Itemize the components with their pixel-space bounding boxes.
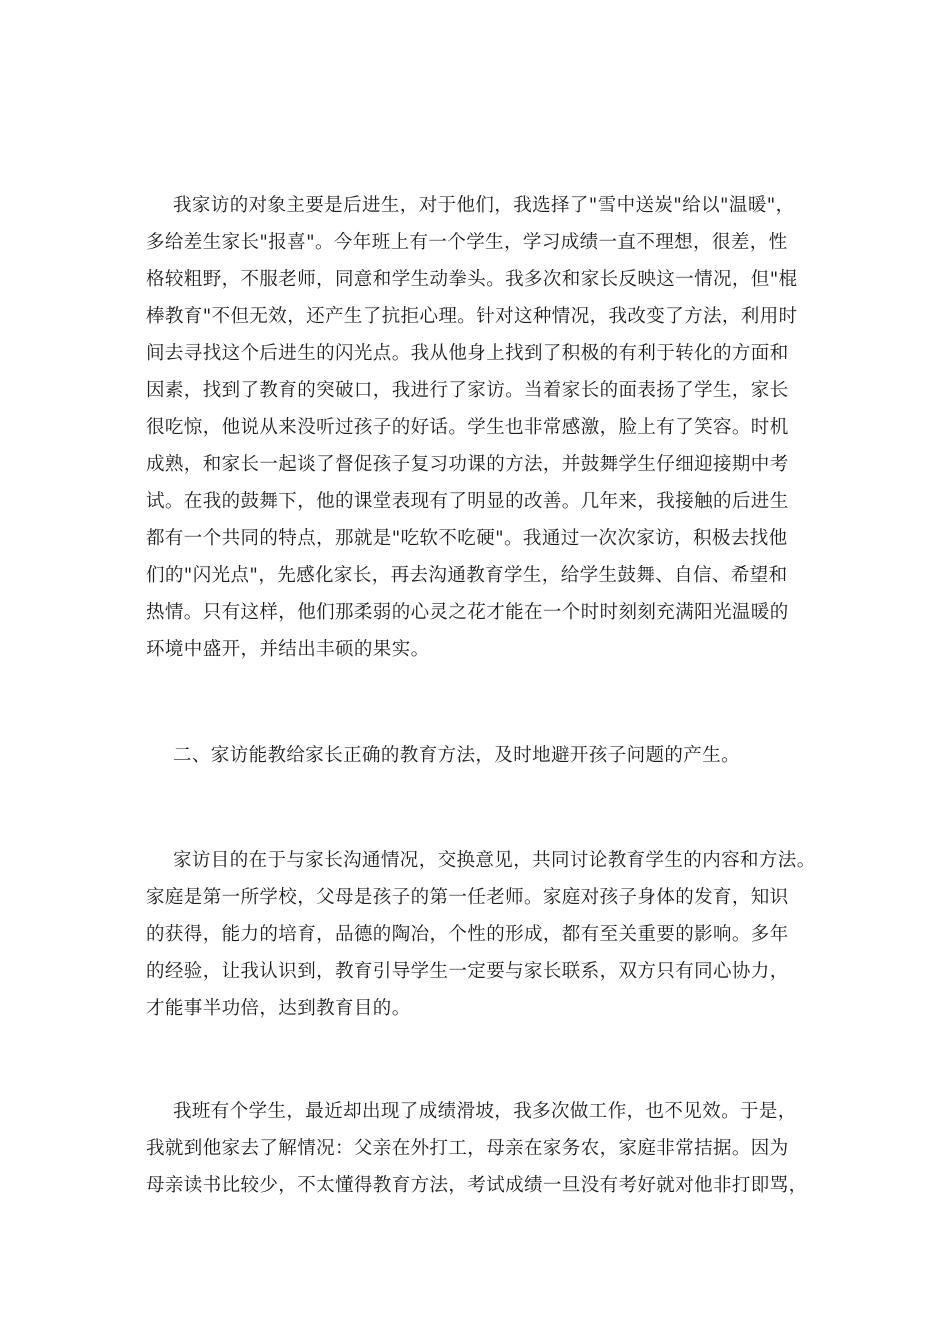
text-line: 我家访的对象主要是后进生，对于他们，我选择了"雪中送炭"给以"温暖"，	[173, 195, 795, 216]
text-line: 棒教育"不但无效，还产生了抗拒心理。针对这种情况，我改变了方法，利用时	[146, 306, 798, 327]
text-line: 的经验，让我认识到，教育引导学生一定要与家长联系，双方只有同心协力，	[146, 961, 789, 982]
text-line: 才能事半功倍，达到教育目的。	[146, 998, 411, 1019]
text-line: 们的"闪光点"，先感化家长，再去沟通教育学生，给学生鼓舞、自信、希望和	[146, 565, 788, 586]
paragraph-home-visit-purpose	[146, 842, 826, 1027]
text-line: 热情。只有这样，他们那柔弱的心灵之花才能在一个时时刻刻充满阳光温暖的	[146, 602, 789, 623]
text-line: 家庭是第一所学校，父母是孩子的第一任老师。家庭对孩子身体的发育，知识	[146, 887, 789, 908]
text-line: 间去寻找这个后进生的闪光点。我从他身上找到了积极的有利于转化的方面和	[146, 343, 789, 364]
text-line: 多给差生家长"报喜"。今年班上有一个学生，学习成绩一直不理想，很差，性	[146, 232, 788, 253]
text-line: 家访目的在于与家长沟通情况，交换意见，共同讨论教育学生的内容和方法。	[173, 850, 816, 871]
section-heading-text: 二、家访能教给家长正确的教育方法，及时地避开孩子问题的产生。	[173, 745, 741, 766]
text-line: 都有一个共同的特点，那就是"吃软不吃硬"。我通过一次次家访，积极去找他	[146, 528, 788, 549]
text-line: 很吃惊，他说从来没听过孩子的好话。学生也非常感激，脸上有了笑容。时机	[146, 417, 789, 438]
text-line: 因素，找到了教育的突破口，我进行了家访。当着家长的面表扬了学生，家长	[146, 380, 789, 401]
text-line: 格较粗野，不服老师，同意和学生动拳头。我多次和家长反映这一情况，但"棍	[146, 269, 798, 290]
text-line: 我就到他家去了解情况：父亲在外打工，母亲在家务农，家庭非常拮据。因为	[146, 1138, 789, 1159]
text-line: 成熟，和家长一起谈了督促孩子复习功课的方法，并鼓舞学生仔细迎接期中考	[146, 454, 789, 475]
section-heading-2	[146, 737, 826, 774]
text-line: 试。在我的鼓舞下，他的课堂表现有了明显的改善。几年来，我接触的后进生	[146, 491, 789, 512]
paragraph-home-visit-underachievers	[146, 187, 826, 668]
paragraph-student-example	[146, 1093, 826, 1204]
text-line: 我班有个学生，最近却出现了成绩滑坡，我多次做工作，也不见效。于是，	[173, 1101, 797, 1122]
text-line: 环境中盛开，并结出丰硕的果实。	[146, 639, 430, 660]
text-line: 的获得，能力的培育，品德的陶冶，个性的形成，都有至关重要的影响。多年	[146, 924, 789, 945]
text-line: 母亲读书比较少，不太懂得教育方法，考试成绩一旦没有考好就对他非打即骂，	[146, 1175, 808, 1196]
